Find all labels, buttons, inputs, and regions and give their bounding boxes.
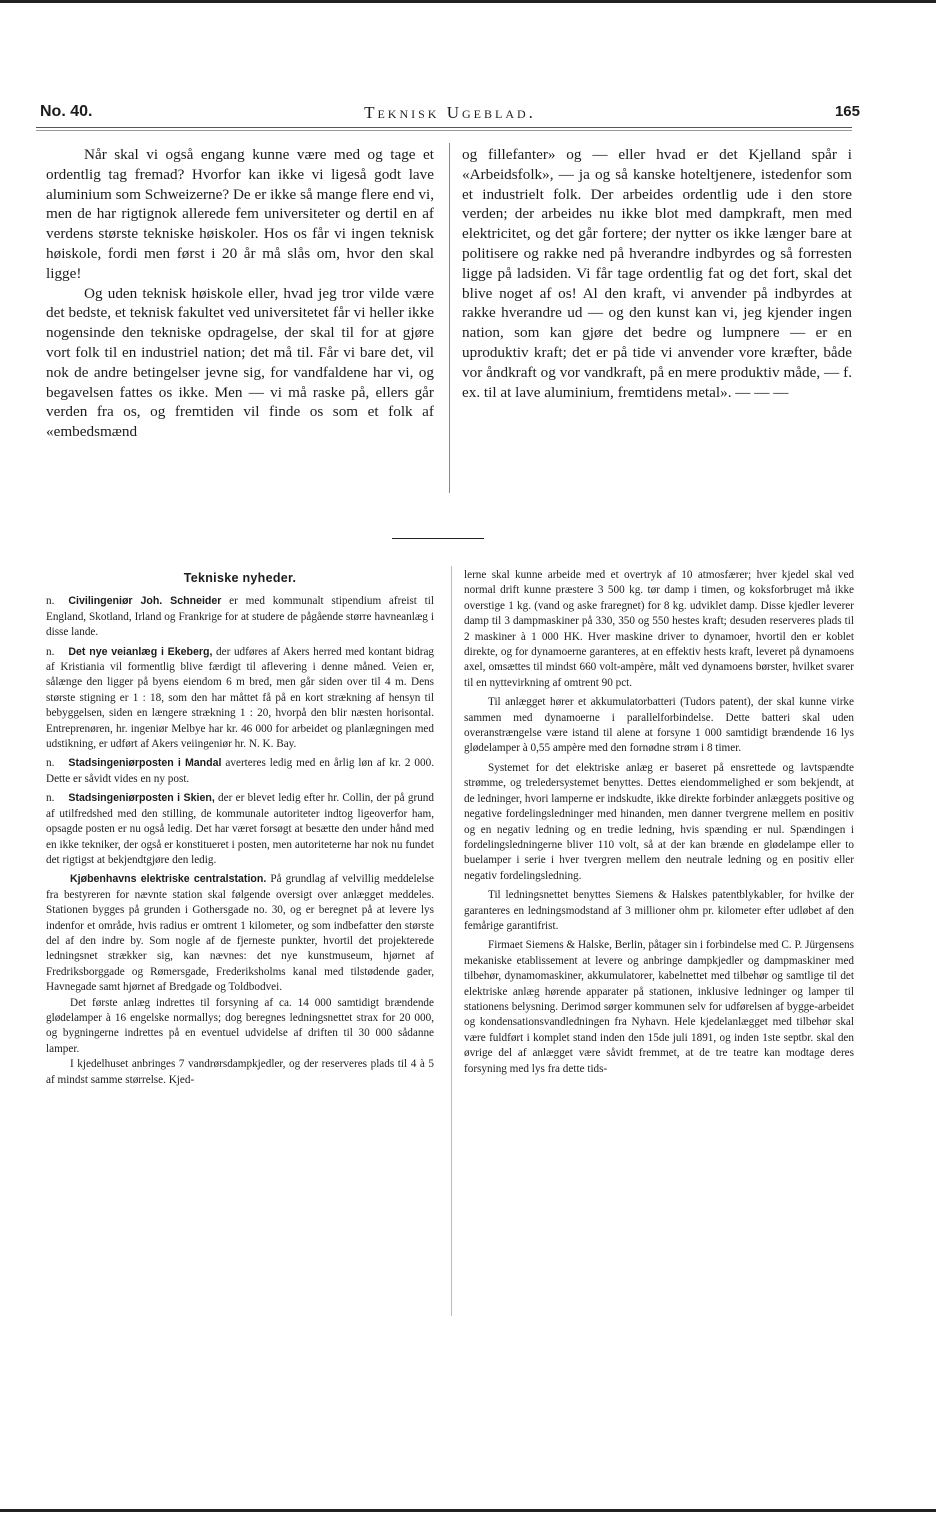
issue-number: No. 40.	[40, 103, 93, 120]
news-item-tag: n.	[46, 757, 55, 770]
news-column-divider	[451, 566, 452, 1316]
news-section-title: Tekniske nyheder.	[183, 571, 297, 585]
news-item-text: der udføres af Akers herred med kontant bidrag af Kristiania vil formentlig blive færdigt til aflevering i denne måned. Veien er, sålænge den ligger på byens eiendom 6 m bred, men går siden over til 4 m. Dens største stigning er 1 : 18, som den har måttet få på en kort strækning af hensyn til bebyggelsen, siden en længere strækning 1 : 20, hvorpå den blir næsten horisontal. Entreprenøren, hr. ingeniør Melbye har kr. 46 000 for arbeidet og planlægningen med udstikning, er udført af Akers veiingeniør hr. N. K. Bay.	[46, 645, 434, 751]
news-item	[46, 594, 434, 640]
news-paragraph: Firmaet Siemens & Halske, Berlin, påtager sin i forbindelse med C. P. Jürgensens mekaniske etablissement at levere og anbringe dampkjedler og dampmaskiner med tilbehør, dynamomaskiner, akkumulatorer, kabelnettet med tilbehør og samtlige til det elektriske anlæg hørende apparater på stationen, inklusive ledninger og lamper til stationens belysning. Derimod sørger kommunen selv for udførelsen af bygge-arbeidet og kondensationsvandledningen fra Nyhavn. Hele kjedelanlægget med tilbehør skal være fuldført i komplet stand inden den 15de juli 1891, og inden 1ste septbr. skal den øvrige del af anlægget være såvidt fremmet, at de tre teatre kan modtage deres forsyning med lys fra dette tids-	[464, 939, 854, 1075]
news-item-heading: Civilingeniør Joh. Schneider	[68, 595, 222, 608]
news-item-heading: Stadsingeniørposten i Mandal	[68, 757, 222, 770]
article-right-column	[462, 145, 852, 402]
news-paragraph: Til anlægget hører et akkumulatorbatteri (Tudors patent), der skal kunne virke sammen med dynamoerne i parallelforbindelse. Dette batteri skal uden overanstrængelse være istand til alene at forsyne 1 000 samtidigt brændende 16 lys glødelamper à 0,55 ampère med den fornødne strøm i 8 timer.	[464, 696, 854, 755]
article-paragraph: Når skal vi også engang kunne være med og tage et ordentlig tag fremad? Hvorfor kan ikke vi ligeså godt lave aluminium som Schweizerne? De er ikke så mange flere end vi, men de har rigtignok allerede fem universiteter og dertil en af verdens største tekniske høiskoler. Hos os får vi ingen teknisk høiskole, fordi men først i 20 år må slås om, hvor den skal ligge!	[46, 146, 434, 282]
news-item-tag: n.	[46, 595, 55, 608]
news-left-column	[46, 571, 434, 1088]
news-item-heading: Kjøbenhavns elektriske centralstation.	[70, 873, 267, 886]
news-item-heading: Stadsingeniørposten i Skien,	[68, 792, 215, 805]
news-item	[46, 791, 434, 868]
news-paragraph: Til ledningsnettet benyttes Siemens & Halskes patentblykabler, for hvilke der garanteres en ledningsmodstand af 3 millioner ohm pr. kilometer efter udløbet af den femårige garantifrist.	[464, 889, 854, 932]
page-number: 165	[834, 103, 860, 120]
news-right-column	[464, 568, 854, 1077]
top-border	[0, 0, 936, 3]
article-paragraph: og fillefanter» og — eller hvad er det Kjelland spår i «Arbeidsfolk», — ja og så kanske hoteltjenere, istedenfor som et industrielt folk. Der arbeides ordentlig ude i den store verden; der arbeides nu ikke blot med dampkraft, men med elektricitet, og det går fortere; der nytter os ikke længer bare at politisere og rakke ned på hverandre indbyrdes og så forresten ligge på ladsiden. Vi får tage ordentlig fat og det fort, skal det blive noget af os! Al den kraft, vi anvender på indbyrdes at rakke hverandre ud — og den kunst kan vi, jeg kjender ingen nation, som kan gjøre det bedre og lumpnere — er en uproduktiv kraft; det er på tide vi anvender vore kræfter, både vor åndkraft og vor vandkraft, på en mere produktiv måde, — f. ex. til at lave aluminium, fremtidens metal». — — —	[462, 146, 852, 401]
news-item	[46, 756, 434, 787]
column-divider	[449, 143, 450, 493]
news-item-text: averteres ledig med en årlig løn af kr. 2 000. Dette er såvidt vides en ny post.	[46, 757, 435, 785]
section-separator	[392, 538, 484, 539]
news-item-text: På grundlag af velvillig meddelelse fra bestyreren for nævnte station skal følgende oversigt over anlægget meddeles. Stationen bygges på grunden i Gothersgade no. 30, og er beregnet på at levere lys indenfor et område, hvis radius er omtrent 1 kilometer, og som indbefatter den største del af den indre by. Som nogle af de fjerneste punkter, hvortil det projekterede ledningsnet strækker sig, kan nævnes: det nye kunstmuseum, hjørnet af Fredriksborggade og Rømersgade, Frederiksholms kanal med tilstødende gader, Havnegade samt hjørnet af Bredgade og Toldbodvei.	[46, 873, 434, 994]
page-header	[40, 103, 860, 133]
news-item	[46, 645, 434, 753]
news-item-tag: n.	[46, 645, 55, 658]
header-rule	[36, 127, 852, 128]
news-item-tag: n.	[46, 792, 55, 805]
news-item-heading: Det nye veianlæg i Ekeberg,	[68, 645, 213, 658]
header-rule-secondary	[36, 130, 852, 131]
article-left-column	[46, 145, 434, 442]
journal-title: Teknisk Ugeblad.	[364, 103, 536, 122]
news-item-text: er med kommunalt stipendium afreist til England, Skotland, Irland og Frankrige for at studere de pågående større havneanlæg i disse lande.	[46, 595, 434, 639]
news-item-text: der er blevet ledig efter hr. Collin, der på grund af utilfredshed med den stilling, de kommunale autoriteter indtog ligeoverfor ham, opsagde posten er nu også ledig. Det har været forsøgt at besætte den under hånd med en ikke tekniker, der også er konstitueret i posten, men autoriteterne har nok nu fundet det rigtigst at bekjendtgjøre den ledig.	[46, 792, 434, 866]
news-paragraph: I kjedelhuset anbringes 7 vandrørsdampkjedler, og der reserveres plads til 4 à 5 af mindst samme størrelse. Kjed-	[46, 1058, 434, 1086]
news-paragraph: Det første anlæg indrettes til forsyning af ca. 14 000 samtidigt brændende glødelamper à 16 engelske normallys; dog beregnes ledningsnettet strax for 20 000, og bygningerne indrettes på en eventuel udvidelse af driften til 30 000 sådanne lamper.	[46, 996, 434, 1055]
article-paragraph: Og uden teknisk høiskole eller, hvad jeg tror vilde være det bedste, et teknisk fakultet ved universitetet får vi heller ikke nogensinde den tekniske opdragelse, der skal til for at gjøre vort folk til en industriel nation; det må til. Får vi bare det, vil nok de andre betingelser jevne sig, for vandfaldene har vi, og begavelsen fattes os ikke. Men — vi må raske på, ellers går verden fra os, og fremtiden vil finde os som et folk af «embedsmænd	[46, 284, 434, 441]
news-paragraph: Systemet for det elektriske anlæg er baseret på ensrettede og lavtspændte strømme, og treledersystemet benyttes. Dettes eiendommelighed er som bekjendt, at de ledninger, hvori lamperne er indskudte, ikke direkte forbinder anlæggets positive og negative fordelingsledninger med hinanden, men danner tvergrene mellem en positiv og en negativ ledning og en tredie ledning, hvis spænding er nul. Spændingen i fordelingsledningerne bliver 110 volt, så at der kan brænde en glødelampe eller to buelamper i serie i hver tvergren mellem den neutrale ledning og en positiv eller negativ fordelingsledning.	[464, 761, 854, 882]
bottom-border	[0, 1509, 936, 1512]
news-item	[46, 872, 434, 995]
news-paragraph: lerne skal kunne arbeide med et overtryk af 10 atmosfærer; hver kjedel skal ved normal drift kunne præstere 3 500 kg. tør damp i timen, og koksforbruget må ikke overstige 1 kg. (vand og aske fraregnet) for 8 kg. udviklet damp. Disse kjedler leverer damp til 3 dampmaskiner på 330, 350 og 550 hestes kraft; desuden reserveres plads til 2 maskiner à 1 000 HK. Hver maskine driver to dynamoer, hvortil den er koblet direkte, og for dynamoerne garanteres, at en effektiv hests kraft, leveret på dynamoens axel, omsættes til mindst 660 volt-ampère, målt ved dynamoens børster, hvilket svarer til en nyttevirkning af omtrent 90 pct.	[464, 569, 854, 689]
